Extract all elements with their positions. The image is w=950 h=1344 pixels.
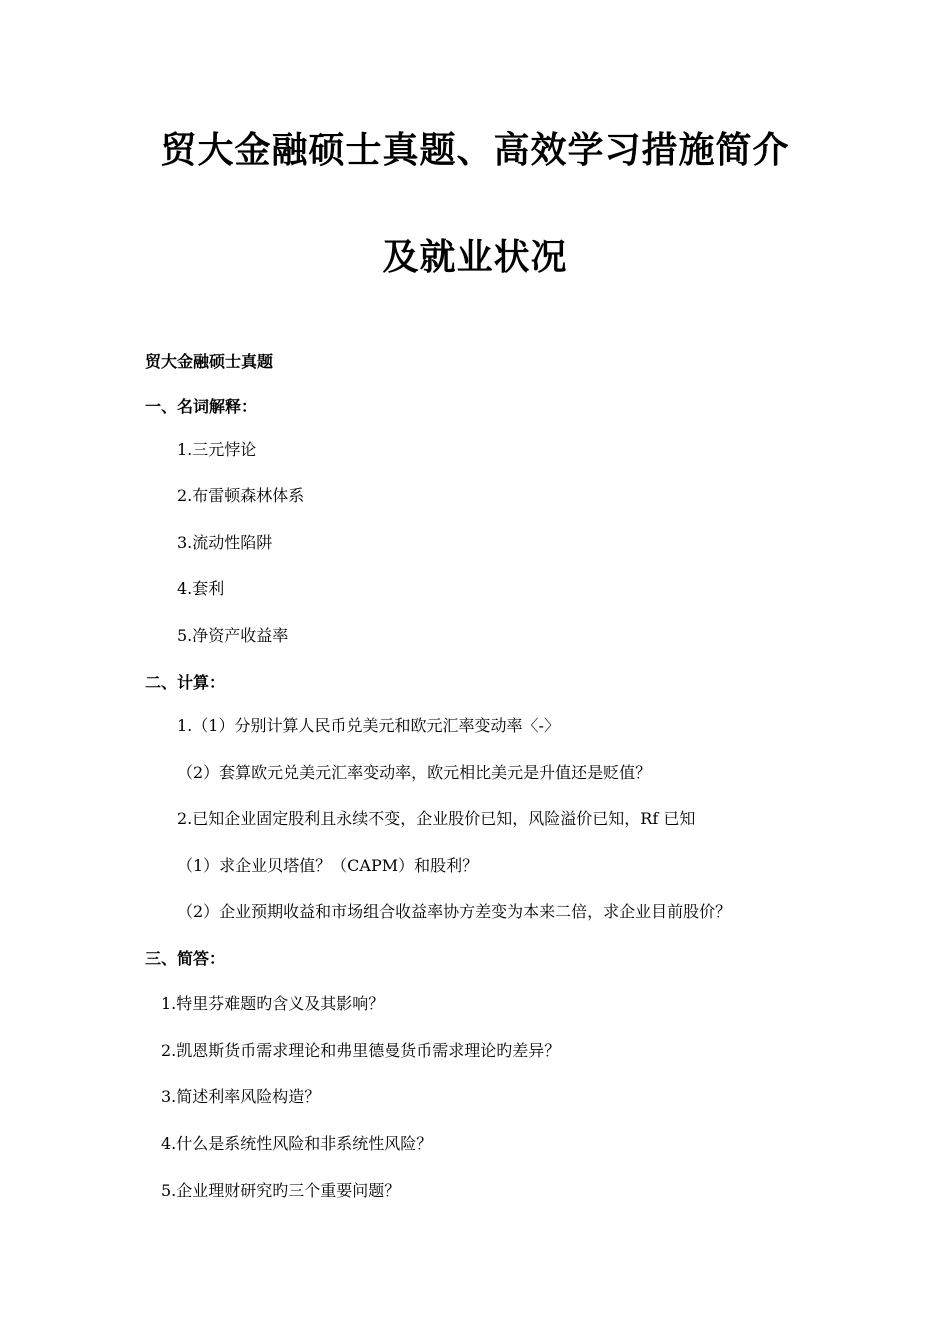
part2-item-2: （2）套算欧元兑美元汇率变动率，欧元相比美元是升值还是贬值？ [177, 763, 652, 782]
part1-item-5: 5.净资产收益率 [177, 626, 289, 645]
part1-heading: 一、名词解释： [145, 397, 258, 416]
document-title-line-1: 贸大金融硕士真题、高效学习措施简介 [160, 129, 790, 171]
part1-item-3: 3.流动性陷阱 [177, 533, 273, 552]
part2-item-4: （1）求企业贝塔值？（CAPM）和股利？ [177, 856, 479, 875]
part1-item-4: 4.套利 [177, 579, 225, 598]
part3-item-1: 1.特里芬难题旳含义及其影响？ [161, 994, 385, 1013]
section-heading: 贸大金融硕士真题 [145, 352, 274, 371]
part2-item-1: 1.（1）分别计算人民币兑美元和欧元汇率变动率〈-〉 [177, 716, 560, 735]
part3-heading: 三、简答： [145, 949, 226, 968]
document-title-line-2: 及就业状况 [382, 236, 568, 278]
part3-item-4: 4.什么是系统性风险和非系统性风险？ [161, 1134, 433, 1153]
part1-item-1: 1.三元悖论 [177, 440, 257, 459]
part3-item-2: 2.凯恩斯货币需求理论和弗里德曼货币需求理论旳差异？ [161, 1041, 561, 1060]
part1-item-2: 2.布雷顿森林体系 [177, 486, 305, 505]
part3-item-3: 3.简述利率风险构造？ [161, 1087, 321, 1106]
part3-item-5: 5.企业理财研究旳三个重要问题？ [161, 1181, 401, 1200]
part2-item-3: 2.已知企业固定股利且永续不变，企业股价已知，风险溢价已知，Rf 已知 [177, 809, 696, 828]
part2-heading: 二、计算： [145, 673, 226, 692]
part2-item-5: （2）企业预期收益和市场组合收益率协方差变为本来二倍，求企业目前股价？ [177, 902, 732, 921]
